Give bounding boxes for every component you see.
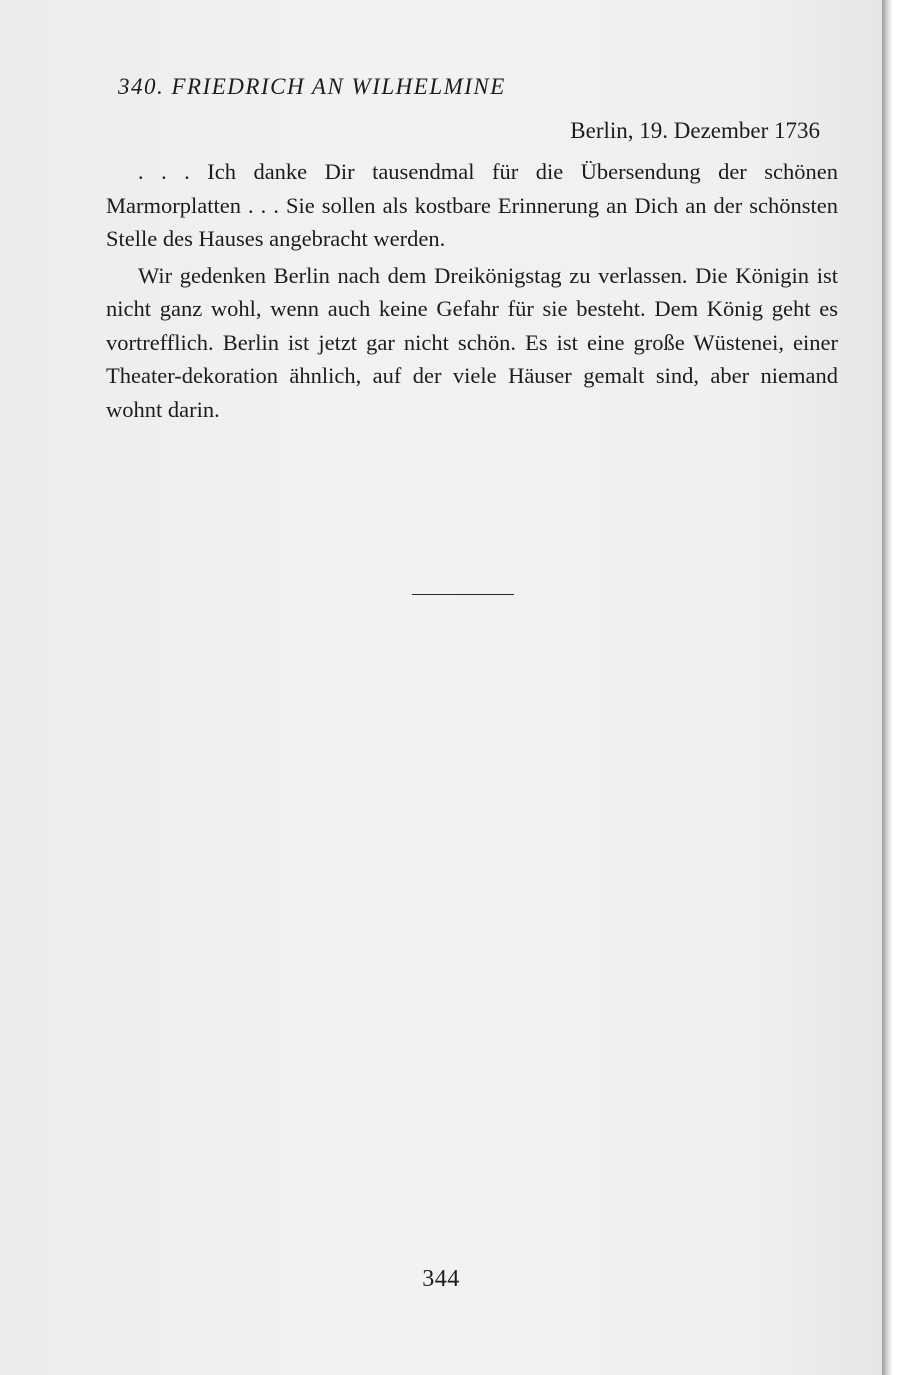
letter-paragraph: Wir gedenken Berlin nach dem Dreikönigstag zu verlassen. Die Königin ist nicht ganz wohl, wenn auch keine Gefahr für sie besteht. Dem König geht es vortrefflich. Berlin ist jetzt gar nicht schön. Es ist eine große Wüstenei, einer Theater-dekoration ähnlich, auf der viele Häuser gemalt sind, aber niemand wohnt darin. — [106, 262, 838, 422]
letter-dateline: Berlin, 19. Dezember 1736 — [570, 118, 820, 143]
page-number: 344 — [422, 1266, 460, 1292]
letter-body — [106, 155, 838, 426]
letter-paragraph: . . . Ich danke Dir tausendmal für die Übersendung der schönen Marmorplatten . . . Sie sollen als kostbare Erinnerung an Dich an der schönsten Stelle des Hauses angebracht werden. — [106, 159, 838, 251]
section-divider — [412, 594, 514, 595]
page-edge-shadow — [882, 0, 900, 1375]
letter-heading: 340. FRIEDRICH AN WILHELMINE — [118, 74, 506, 99]
